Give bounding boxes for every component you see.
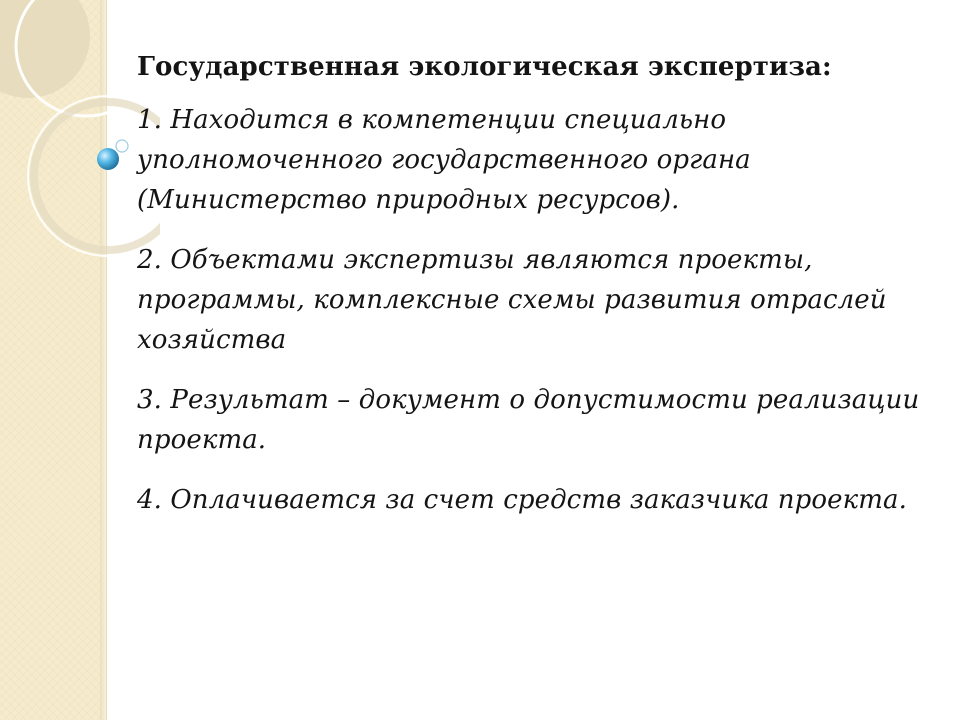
list-item-3: 3. Результат – документ о допустимости реализации проекта. [137,385,920,455]
small-ring-icon [116,140,128,152]
slide-title: Государственная экологическая экспертиза: [137,52,832,82]
list-item-4: 4. Оплачивается за счет средств заказчика проекта. [137,485,907,515]
slide-content [137,48,927,540]
list-item-1: 1. Находится в компетенции специально уполномоченного государственного органа (Министерство природных ресурсов). [137,105,751,215]
blue-bead-icon [97,148,119,170]
top-circle [0,0,90,98]
list-item-2: 2. Объектами экспертизы являются проекты, программы, комплексные схемы развития отраслей хозяйства [137,245,887,355]
decorative-rings [0,0,160,280]
